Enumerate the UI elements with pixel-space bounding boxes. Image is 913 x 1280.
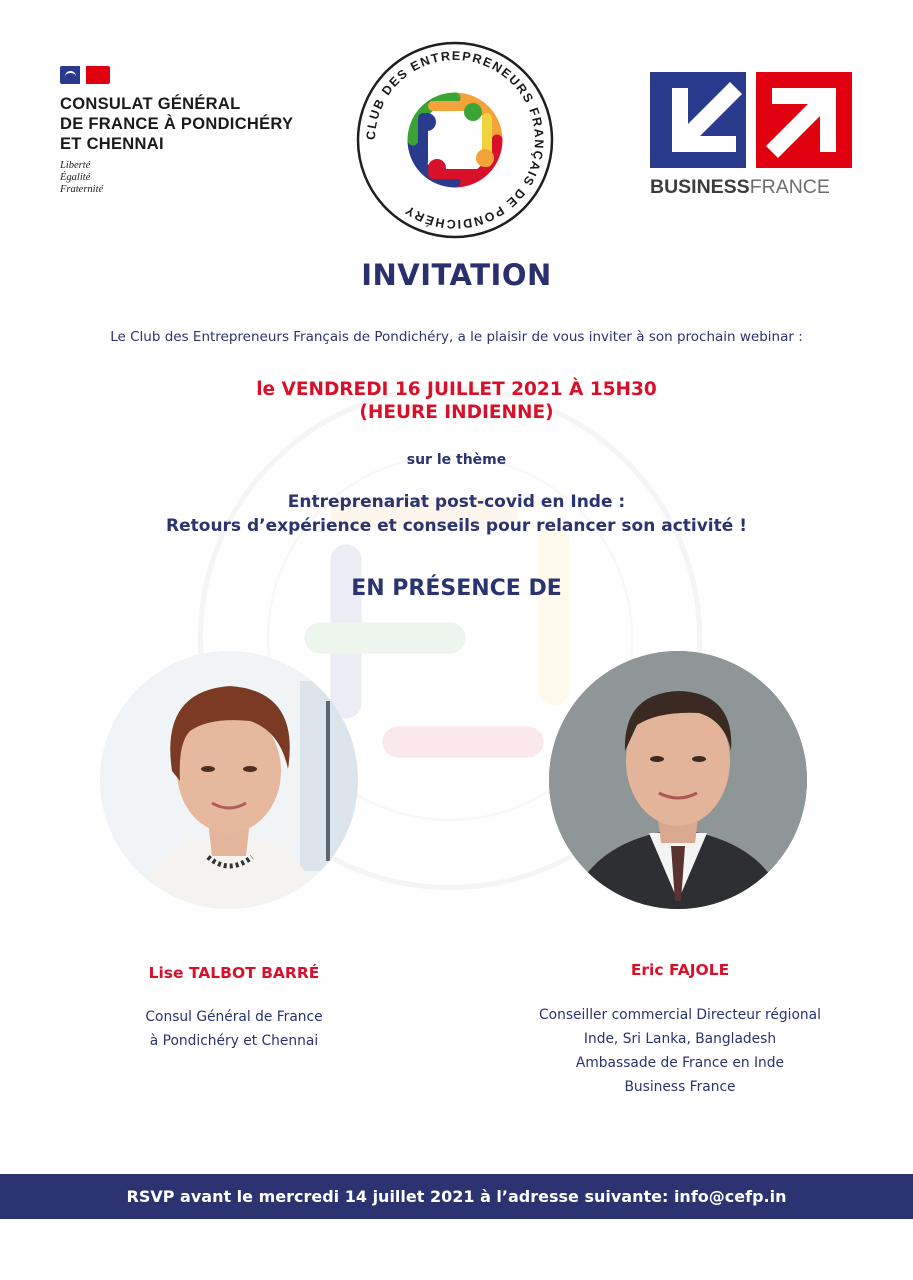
speaker-photo-eric <box>549 651 807 909</box>
role-line: Business France <box>624 1079 736 1095</box>
intro-text: Le Club des Entrepreneurs Français de Pondichéry, a le plaisir de vous inviter à son prochain webinar : <box>110 329 803 345</box>
consulat-title-line3: ET CHENNAI <box>60 135 164 153</box>
speaker-role-eric <box>510 1003 850 1099</box>
consulat-title <box>60 94 350 154</box>
speaker-photo-lise <box>100 651 358 909</box>
event-timezone: (HEURE INDIENNE) <box>359 402 554 423</box>
motto-fraternite: Fraternité <box>60 184 104 195</box>
role-line: à Pondichéry et Chennai <box>149 1033 319 1049</box>
theme-line-2: Retours d’expérience et conseils pour relancer son activité ! <box>166 516 747 536</box>
business-france-wordmark <box>650 176 855 199</box>
speaker-name-eric: Eric FAJOLE <box>630 961 730 979</box>
business-france-logo <box>650 72 855 199</box>
bf-word-france: FRANCE <box>749 176 830 198</box>
consulat-logo <box>60 66 350 196</box>
rsvp-text: RSVP avant le mercredi 14 juillet 2021 à l’adresse suivante: info@cefp.in <box>126 1187 787 1206</box>
bf-word-business: BUSINESS <box>650 176 750 198</box>
event-date: le VENDREDI 16 JUILLET 2021 À 15H30 <box>256 379 657 400</box>
theme-line-1: Entreprenariat post-covid en Inde : <box>287 492 626 512</box>
speaker-name-lise: Lise TALBOT BARRÉ <box>148 964 320 982</box>
role-line: Inde, Sri Lanka, Bangladesh <box>583 1031 777 1047</box>
presence-title: EN PRÉSENCE DE <box>351 576 562 601</box>
invitation-title: INVITATION <box>361 258 552 292</box>
speaker-role-lise <box>100 1005 368 1053</box>
theme-label: sur le thème <box>406 452 507 468</box>
rsvp-banner <box>0 1174 913 1219</box>
role-line: Conseiller commercial Directeur régional <box>539 1007 821 1023</box>
motto-egalite: Égalité <box>60 172 91 183</box>
club-entrepreneurs-logo <box>355 40 555 240</box>
business-france-arrows-icon <box>650 72 852 168</box>
motto-liberte: Liberté <box>60 160 91 171</box>
marianne-flag-icon <box>60 66 110 84</box>
consulat-title-line1: CONSULAT GÉNÉRAL <box>60 95 241 113</box>
consulat-title-line2: DE FRANCE À PONDICHÉRY <box>60 115 294 133</box>
role-line: Consul Général de France <box>145 1009 323 1025</box>
republic-motto <box>60 160 350 196</box>
role-line: Ambassade de France en Inde <box>575 1055 785 1071</box>
svg-text:CLUB DES ENTREPRENEURS FRANÇAI: CLUB DES ENTREPRENEURS FRANÇAIS DE PONDICHÉRY <box>363 48 547 232</box>
